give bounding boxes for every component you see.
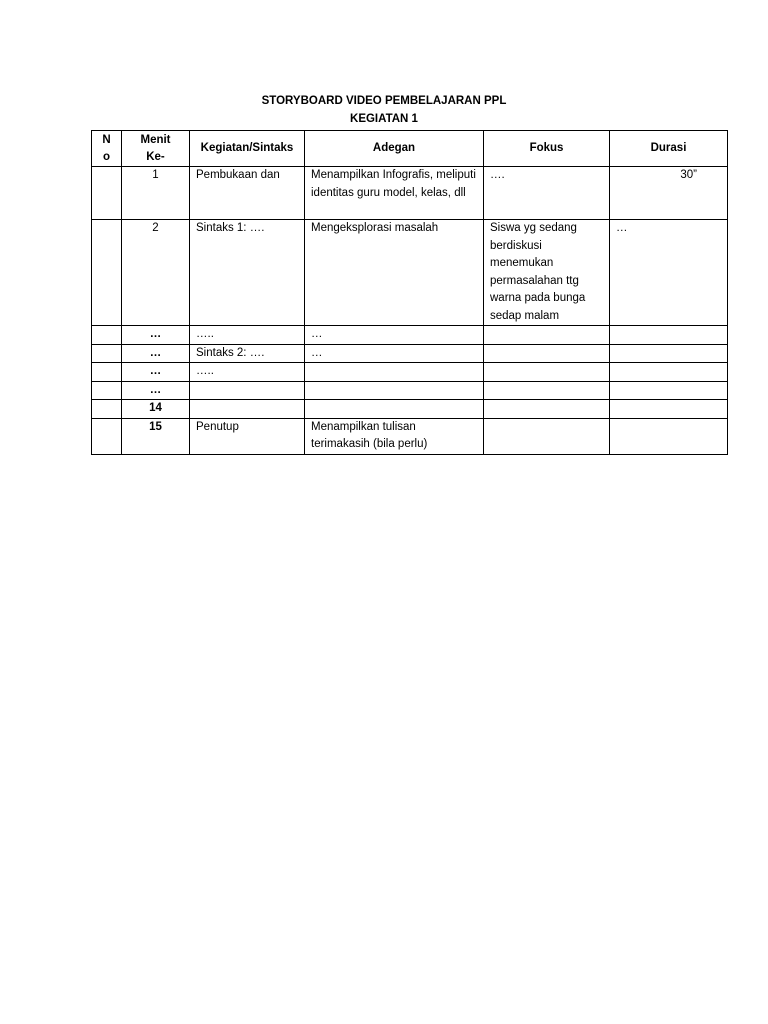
cell-menit: …: [122, 381, 190, 400]
cell-adegan: [305, 400, 484, 419]
cell-menit: …: [122, 363, 190, 382]
header-menit-line1: Menit: [140, 133, 171, 146]
header-adegan: Adegan: [305, 131, 484, 167]
cell-fokus: [484, 326, 610, 345]
cell-menit: …: [122, 344, 190, 363]
cell-fokus: [484, 363, 610, 382]
storyboard-table: [91, 130, 728, 455]
cell-fokus: [484, 418, 610, 454]
cell-no: [92, 363, 122, 382]
cell-durasi: [610, 326, 728, 345]
cell-adegan: …: [305, 326, 484, 345]
cell-kegiatan: Sintaks 1: ….: [190, 220, 305, 326]
table-row: [92, 220, 728, 326]
cell-no: [92, 400, 122, 419]
header-kegiatan: Kegiatan/Sintaks: [190, 131, 305, 167]
cell-adegan: Menampilkan tulisan terimakasih (bila perlu): [305, 418, 484, 454]
cell-kegiatan: Sintaks 2: ….: [190, 344, 305, 363]
cell-no: [92, 326, 122, 345]
cell-kegiatan: [190, 381, 305, 400]
header-no: [92, 131, 122, 167]
cell-durasi: 30”: [610, 167, 728, 220]
cell-menit: 14: [122, 400, 190, 419]
cell-no: [92, 167, 122, 220]
header-no-line2: o: [102, 150, 111, 163]
cell-adegan: Menampilkan Infografis, meliputi identitas guru model, kelas, dll: [305, 167, 484, 220]
cell-fokus: ….: [484, 167, 610, 220]
cell-durasi: [610, 400, 728, 419]
cell-kegiatan: Pembukaan dan: [190, 167, 305, 220]
cell-adegan: …: [305, 344, 484, 363]
table-row: [92, 400, 728, 419]
table-row: [92, 381, 728, 400]
cell-fokus: [484, 400, 610, 419]
document-subtitle: KEGIATAN 1: [350, 113, 418, 125]
cell-durasi: [610, 344, 728, 363]
cell-no: [92, 344, 122, 363]
header-durasi: Durasi: [610, 131, 728, 167]
cell-no: [92, 381, 122, 400]
cell-no: [92, 220, 122, 326]
cell-kegiatan: Penutup: [190, 418, 305, 454]
cell-menit: 1: [122, 167, 190, 220]
table-row: [92, 344, 728, 363]
header-fokus: Fokus: [484, 131, 610, 167]
document-title: STORYBOARD VIDEO PEMBELAJARAN PPL: [261, 95, 507, 107]
cell-kegiatan: …..: [190, 363, 305, 382]
cell-fokus: [484, 344, 610, 363]
cell-menit: …: [122, 326, 190, 345]
cell-fokus: [484, 381, 610, 400]
table-row: [92, 167, 728, 220]
cell-menit: 15: [122, 418, 190, 454]
table-row: [92, 418, 728, 454]
cell-adegan: [305, 363, 484, 382]
cell-menit: 2: [122, 220, 190, 326]
cell-kegiatan: …..: [190, 326, 305, 345]
cell-adegan: Mengeksplorasi masalah: [305, 220, 484, 326]
cell-durasi: [610, 381, 728, 400]
header-no-line1: N: [102, 133, 111, 146]
cell-durasi: [610, 363, 728, 382]
table-header-row: [92, 131, 728, 167]
table-row: [92, 363, 728, 382]
cell-durasi: [610, 418, 728, 454]
header-menit-line2: Ke-: [146, 150, 165, 163]
table-row: [92, 326, 728, 345]
cell-kegiatan: [190, 400, 305, 419]
header-menit: [122, 131, 190, 167]
cell-fokus: Siswa yg sedang berdiskusi menemukan permasalahan ttg warna pada bunga sedap malam: [484, 220, 610, 326]
cell-no: [92, 418, 122, 454]
cell-adegan: [305, 381, 484, 400]
cell-durasi: …: [610, 220, 728, 326]
